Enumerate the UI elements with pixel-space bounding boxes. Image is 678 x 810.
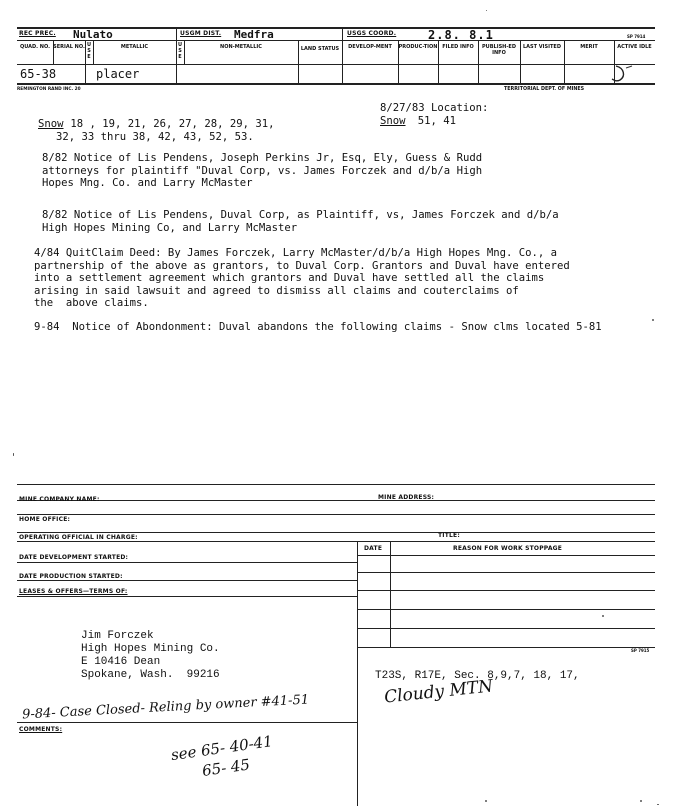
header-footer-right: TERRITORIAL DEPT. OF MINES [504, 87, 585, 92]
col-serial-no: SERIAL NO. [53, 44, 85, 50]
col-published-info: PUBLISH-ED INFO [481, 44, 516, 56]
leases-label: LEASES & OFFERS—TERMS OF: [19, 588, 128, 595]
col-merit: MERIT [580, 44, 598, 50]
date-col-label: DATE [364, 545, 383, 552]
note-entry-2: 8/82 Notice of Lis Pendens, Duval Corp, as Plaintiff, vs, James Forczek and d/b/a High Hopes Mining Co, and Larry McMaster [42, 209, 559, 234]
col-use-flag-1: U S E [86, 42, 92, 60]
col-quad-no: QUAD. NO. [19, 44, 51, 50]
date-prod-started-label: DATE PRODUCTION STARTED: [19, 573, 123, 580]
row-metallic: placer [96, 67, 140, 81]
usgm-dist-value: Medfra [234, 28, 274, 41]
header-footer-left: REMINGTON RAND INC. 20 [17, 87, 81, 92]
mine-company-name-label: MINE COMPANY NAME: [19, 496, 100, 503]
handwritten-see-note: see 65- 40-41 65- 45 [169, 732, 274, 784]
rec-prec-label: REC PREC. [19, 30, 56, 37]
handwritten-location: Cloudy MTN [383, 676, 494, 708]
col-use-flag-2: U S E [177, 42, 183, 60]
form-number: SP 7914 [627, 34, 646, 39]
form-number-2: SP 7915 [631, 648, 650, 653]
location-date: 8/27/83 Location: [380, 102, 489, 114]
usgs-coord-label: USGS COORD. [347, 30, 397, 37]
location-description: T23S, R17E, Sec. 8,9,7, 18, 17, [375, 670, 580, 682]
row-quad-serial: 65-38 [20, 67, 57, 81]
snow-claims-line-1: 18 , 19, 21, 26, 27, 28, 29, 31, [64, 118, 275, 130]
col-active-idle: ACTIVE IDLE [617, 44, 652, 50]
title-label: TITLE: [438, 532, 460, 539]
col-production: PRODUC-TION [398, 44, 438, 50]
col-land-status: LAND STATUS [300, 46, 340, 52]
note-entry-3: 4/84 QuitClaim Deed: By James Forczek, Larry McMaster/d/b/a High Hopes Mng. Co., a partnership of the above as grantors, to Duval Corp. Grantors and Duval have entered into a settlement agreement which grantors and Duval have settled all the claims arising in said lawsuit and agreed to dismiss all claims and couterclaims of the above claims. [34, 247, 570, 309]
note-entry-4: 9-84 Notice of Abondonment: Duval abandons the following claims - Snow clms located 5-81 [34, 321, 602, 333]
rec-prec-value: Nulato [73, 28, 113, 41]
col-last-visited: LAST VISITED [523, 44, 561, 50]
home-office-label: HOME OFFICE: [19, 516, 71, 523]
location-claims: 51, 41 [405, 115, 457, 127]
reason-col-label: REASON FOR WORK STOPPAGE [453, 545, 563, 552]
date-dev-started-label: DATE DEVELOPMENT STARTED: [19, 554, 129, 561]
col-filed-info: FILED INFO [442, 44, 474, 50]
comments-label: COMMENTS: [19, 726, 63, 733]
col-development: DEVELOP-MENT [348, 44, 392, 50]
pencil-mark-icon [608, 62, 642, 88]
note-entry-1: 8/82 Notice of Lis Pendens, Joseph Perkins Jr, Esq, Ely, Guess & Rudd attorneys for plaintiff "Duval Corp, vs. James Forczek and d/b/a High Hopes Mng. Co. and Larry McMaster [42, 152, 483, 189]
handwritten-status: 9-84- Case Closed- Reling by owner #41-51 [21, 692, 310, 723]
usgm-dist-label: USGM DIST. [180, 30, 222, 37]
operating-official-label: OPERATING OFFICIAL IN CHARGE: [19, 534, 138, 541]
location-snow: Snow [380, 115, 406, 127]
owner-address: Jim Forczek High Hopes Mining Co. E 10416 Dean Spokane, Wash. 99216 [81, 630, 220, 681]
mine-address-label: MINE ADDRESS: [378, 494, 435, 501]
col-non-metallic: NON-METALLIC [220, 44, 262, 50]
col-metallic: METALLIC [120, 44, 149, 50]
snow-label: Snow [38, 118, 64, 130]
usgs-coord-value: 2.8. 8.1 [428, 28, 494, 42]
snow-claims-line-2: 32, 33 thru 38, 42, 43, 52, 53. [56, 131, 254, 143]
